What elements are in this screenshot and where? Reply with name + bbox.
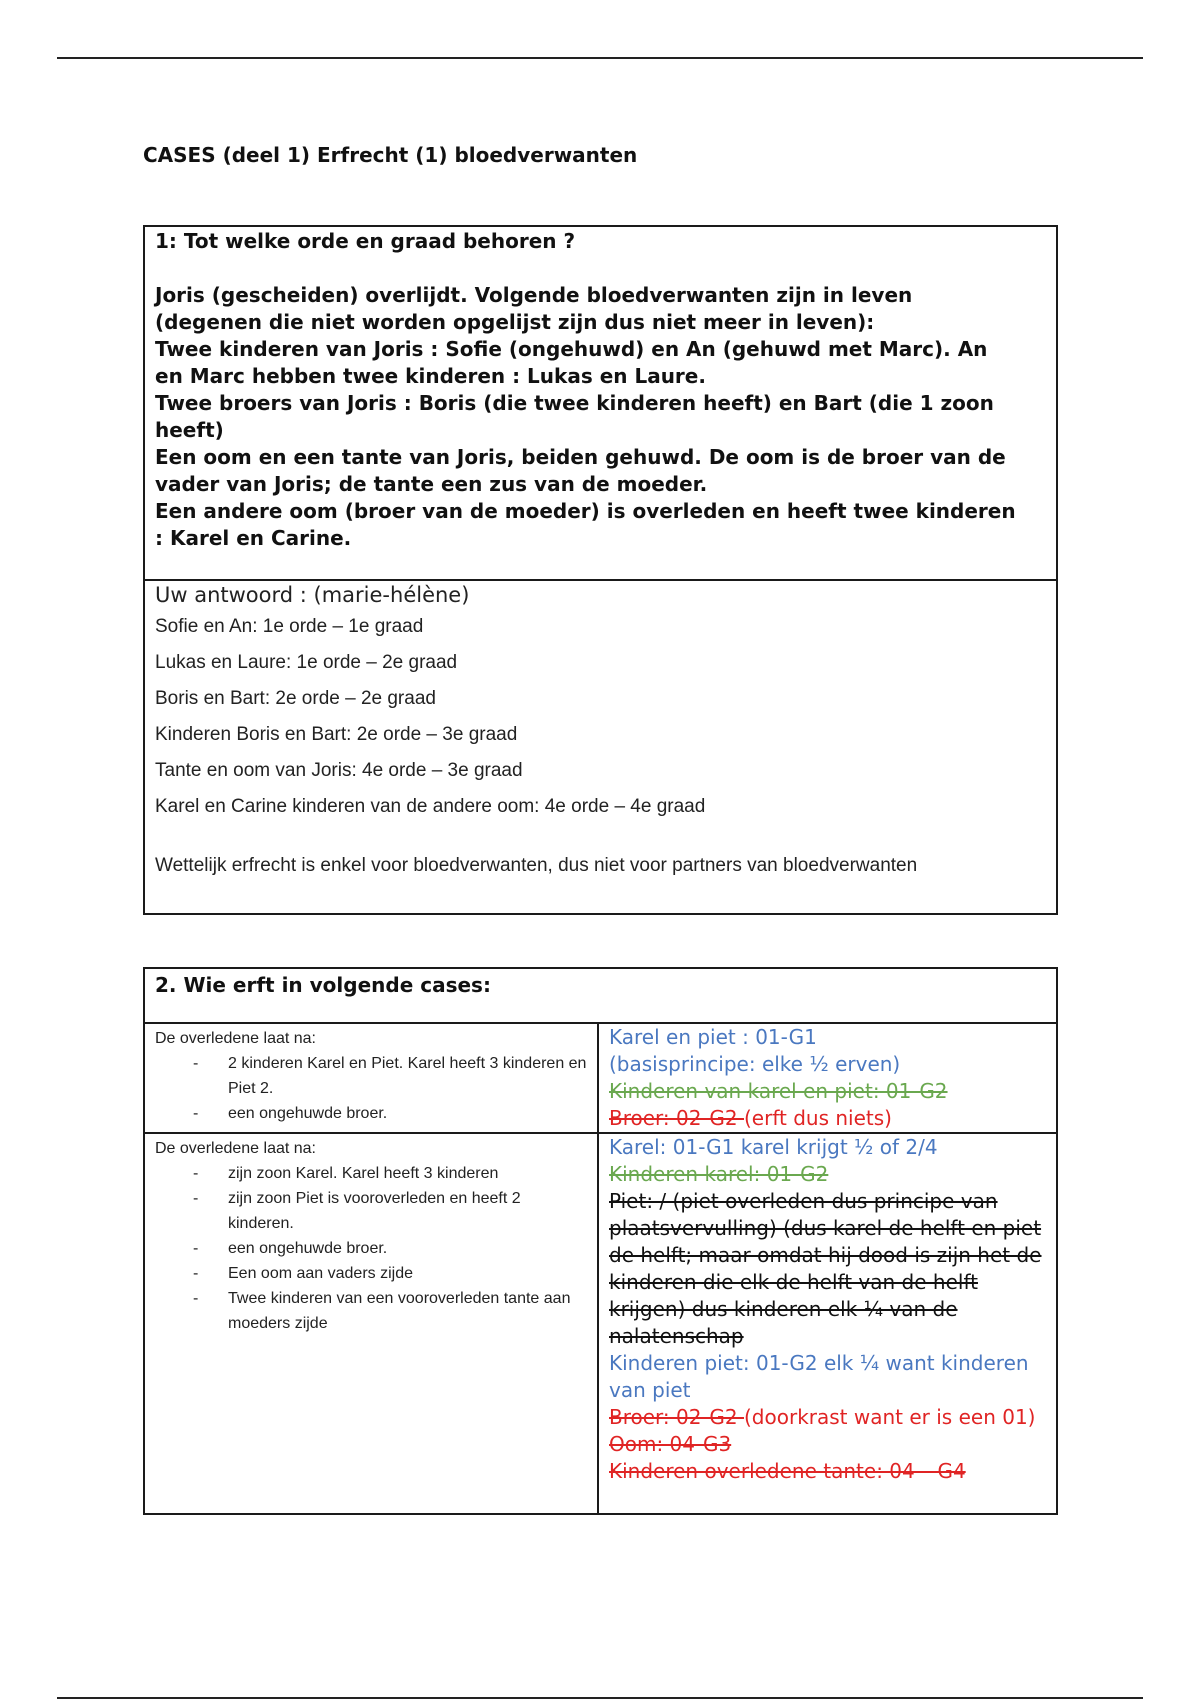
bottom-rule — [57, 1697, 1143, 1699]
case-line: Twee kinderen van Joris : Sofie (ongehuwd) en An (gehuwd met Marc). An — [155, 337, 988, 361]
answer-fragment: (doorkrast want er is een 01) — [744, 1405, 1036, 1429]
case-line: Twee broers van Joris : Boris (die twee kinderen heeft) en Bart (die 1 zoon — [155, 391, 994, 415]
answer-line: Kinderen Boris en Bart: 2e orde – 3e graad — [155, 724, 518, 745]
case-intro: De overledene laat na: — [155, 1140, 316, 1157]
answer-line: (basisprincipe: elke ½ erven) — [609, 1052, 901, 1076]
answer-line-struck: Kinderen karel: 01-G2 — [609, 1162, 829, 1186]
answer-line — [609, 1404, 1046, 1431]
case-row — [145, 1134, 1056, 1513]
answer-line: Karel en piet : 01-G1 — [609, 1025, 817, 1049]
top-rule — [57, 57, 1143, 59]
answer-line — [609, 1105, 1046, 1132]
case-item: - Twee kinderen van een vooroverleden tante aan moeders zijde — [155, 1286, 587, 1336]
answer-fragment-struck: Broer: 02-G2 — [609, 1106, 744, 1130]
case-table-1 — [143, 225, 1058, 915]
answer-cell — [599, 1134, 1056, 1513]
answer-fragment: (erft dus niets) — [744, 1106, 892, 1130]
case-intro: De overledene laat na: — [155, 1030, 316, 1047]
answer-line-struck: Kinderen overledene tante: 04 – G4 — [609, 1459, 966, 1483]
case-item: - een ongehuwde broer. — [155, 1101, 587, 1126]
answer-line: Karel en Carine kinderen van de andere oom: 4e orde – 4e graad — [155, 796, 706, 817]
case-item: - zijn zoon Piet is vooroverleden en heeft 2 kinderen. — [155, 1186, 587, 1236]
answer-fragment-struck: Broer: 02-G2 — [609, 1405, 744, 1429]
case-item: - Een oom aan vaders zijde — [155, 1261, 587, 1286]
answer-line: Kinderen piet: 01-G2 elk ¼ want kinderen van piet — [609, 1351, 1029, 1402]
case-line: Een oom en een tante van Joris, beiden gehuwd. De oom is de broer van de — [155, 445, 1006, 469]
answer-line: Boris en Bart: 2e orde – 2e graad — [155, 688, 436, 709]
answer-line: Lukas en Laure: 1e orde – 2e graad — [155, 652, 458, 673]
page-title: CASES (deel 1) Erfrecht (1) bloedverwanten — [143, 143, 638, 167]
case-line: heeft) — [155, 418, 224, 442]
case-line: (degenen die niet worden opgelijst zijn dus niet meer in leven): — [155, 310, 875, 334]
answer-cell — [145, 581, 1056, 879]
answer-line: Karel: 01-G1 karel krijgt ½ of 2/4 — [609, 1135, 938, 1159]
answer-header: Uw antwoord : (marie-hélène) — [155, 583, 470, 607]
case-line: Een andere oom (broer van de moeder) is overleden en heeft twee kinderen — [155, 499, 1016, 523]
question-cell — [145, 227, 1056, 581]
case-item: - een ongehuwde broer. — [155, 1236, 587, 1261]
answer-line: Sofie en An: 1e orde – 1e graad — [155, 616, 424, 637]
case-line: en Marc hebben twee kinderen : Lukas en Laure. — [155, 364, 706, 388]
case-line: vader van Joris; de tante een zus van de moeder. — [155, 472, 708, 496]
case-line: : Karel en Carine. — [155, 526, 352, 550]
case-table-2 — [143, 967, 1058, 1515]
answer-note: Wettelijk erfrecht is enkel voor bloedverwanten, dus niet voor partners van bloedverwanten — [155, 855, 918, 876]
case-item: - 2 kinderen Karel en Piet. Karel heeft 3 kinderen en Piet 2. — [155, 1051, 587, 1101]
answer-line: Tante en oom van Joris: 4e orde – 3e graad — [155, 760, 523, 781]
case-items — [155, 1051, 587, 1126]
case-line: Joris (gescheiden) overlijdt. Volgende bloedverwanten zijn in leven — [155, 283, 913, 307]
case-items — [155, 1161, 587, 1336]
case-cell — [145, 1024, 599, 1132]
answer-line-struck: Kinderen van karel en piet: 01-G2 — [609, 1079, 948, 1103]
case-description — [155, 282, 1046, 552]
answer-cell — [599, 1024, 1056, 1132]
case-item: - zijn zoon Karel. Karel heeft 3 kinderen — [155, 1161, 587, 1186]
question-title: 1: Tot welke orde en graad behoren ? — [155, 229, 576, 253]
answer-line-struck: Oom: 04-G3 — [609, 1432, 732, 1456]
answer-paragraph-struck: Piet: / (piet overleden dus principe van plaatsvervulling) (dus karel de helft en piet de helft; maar omdat hij dood is zijn het de kinderen die elk de helft van de helft krijgen) dus kinderen elk ¼ van de nalatenschap — [609, 1189, 1042, 1348]
case-row — [145, 1024, 1056, 1134]
case-cell — [145, 1134, 599, 1513]
question-title-2: 2. Wie erft in volgende cases: — [145, 969, 1056, 1024]
